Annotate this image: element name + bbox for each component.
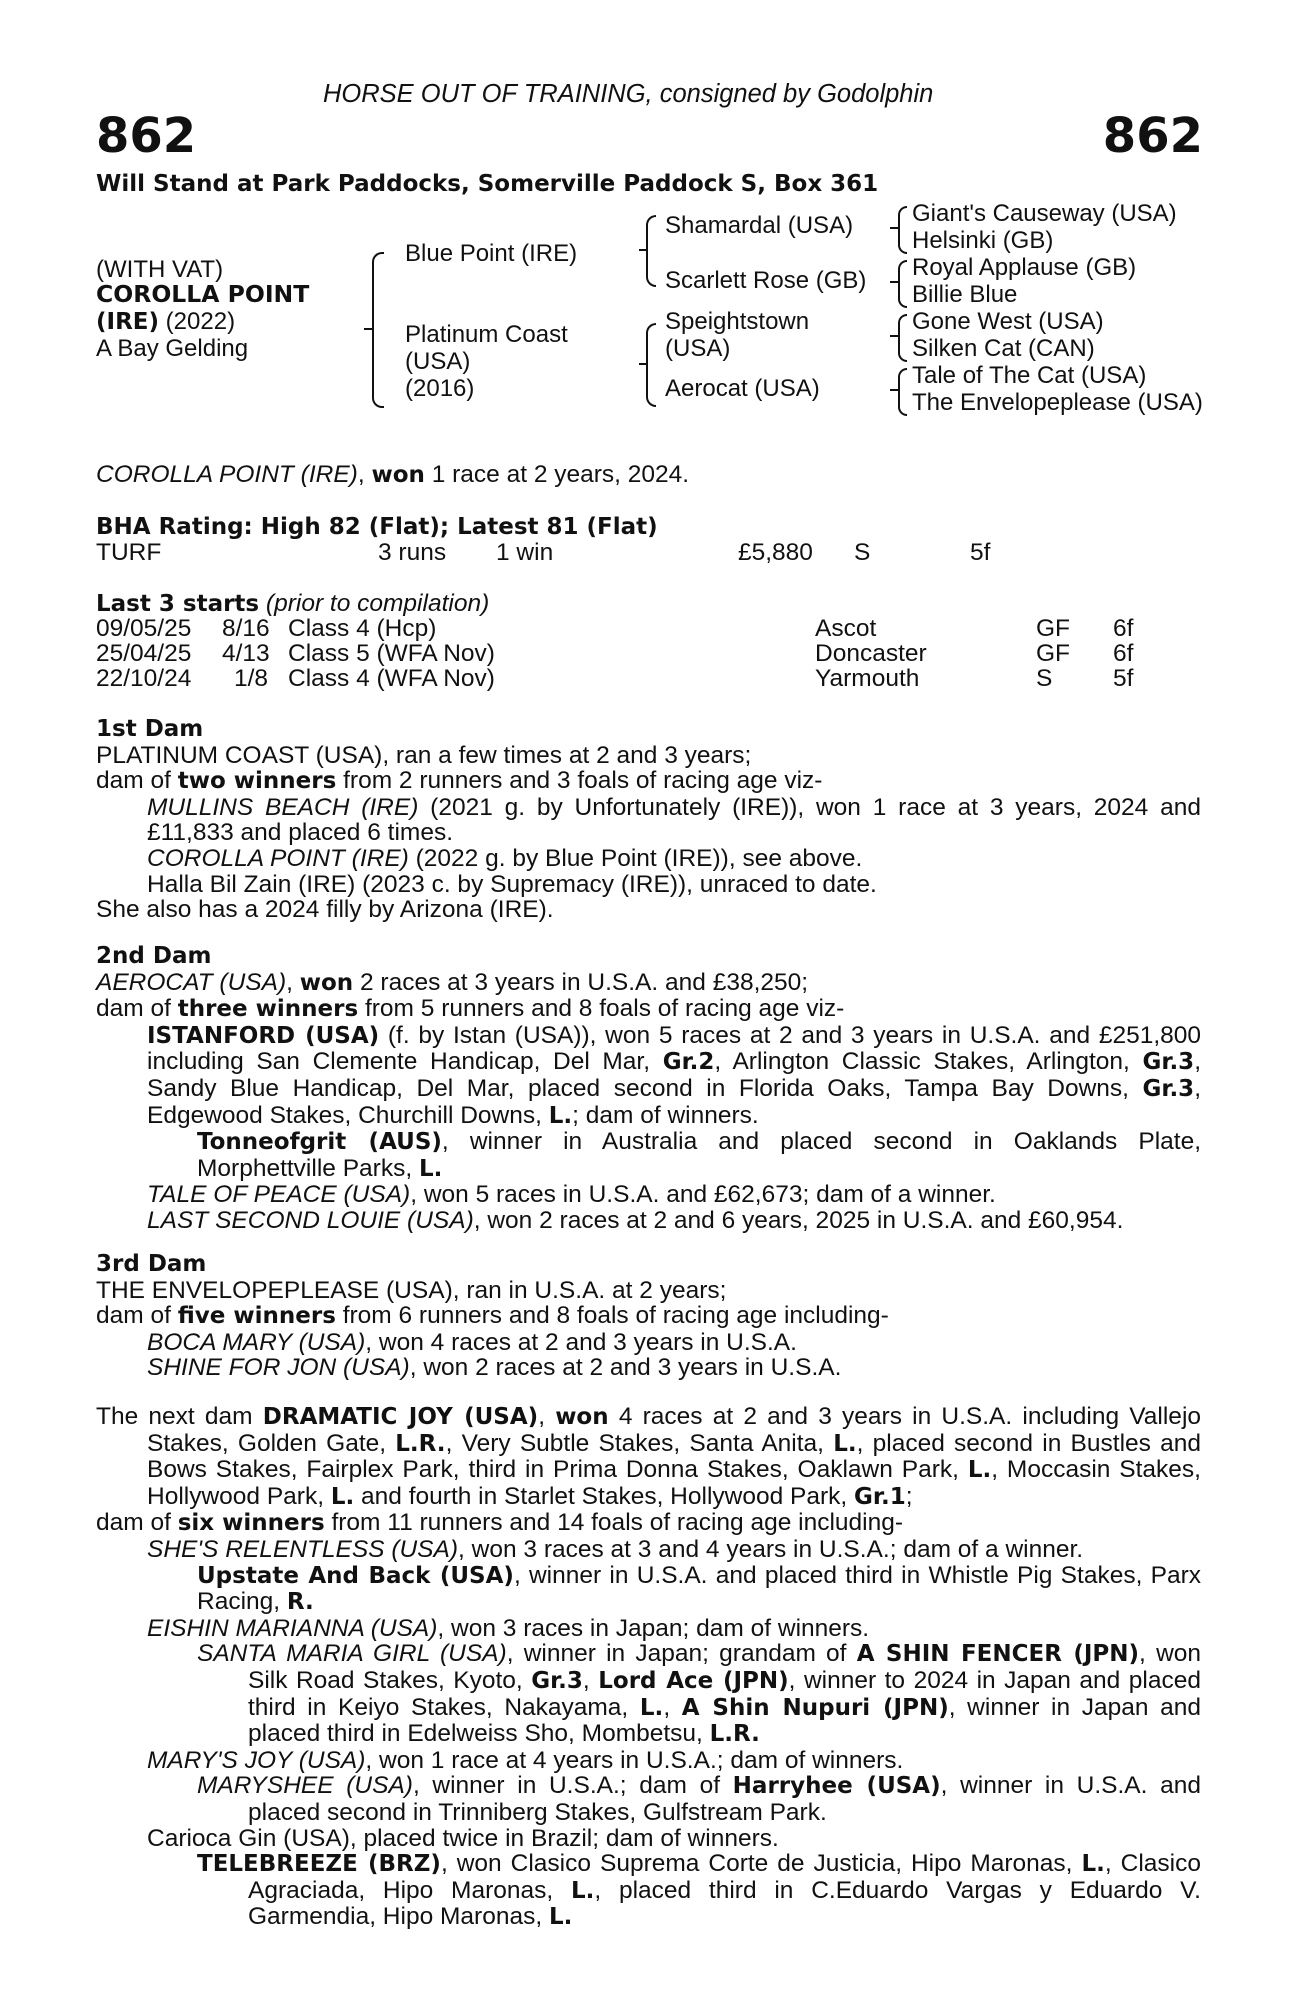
start-course: Ascot <box>815 615 877 642</box>
pedigree-dam-year: (2016) <box>405 375 475 402</box>
section-heading: 3rd Dam <box>96 1251 207 1277</box>
start-position: 8/16 <box>222 615 270 642</box>
pedigree-g8: The Envelopeplease (USA) <box>912 389 1203 416</box>
horse-description: A Bay Gelding <box>96 335 249 362</box>
produce-entry: Halla Bil Zain (IRE) (2023 c. by Supremacy (IRE)), unraced to date. <box>147 870 877 898</box>
pedigree-brace-3c <box>898 314 907 362</box>
produce-entry: SHINE FOR JON (USA), won 2 races at 2 and 3 years in U.S.A. <box>147 1354 842 1382</box>
dam-produce-summary: dam of three winners from 5 runners and 8 foals of racing age viz- <box>96 995 845 1023</box>
section-heading: 2nd Dam <box>96 943 212 969</box>
dam-produce-summary: dam of two winners from 2 runners and 3 foals of racing age viz- <box>96 767 823 795</box>
section-heading: 1st Dam <box>96 716 204 742</box>
pedigree-brace-3d <box>898 368 907 416</box>
produce-entry: MULLINS BEACH (IRE) (2021 g. by Unfortunately (IRE)), won 1 race at 3 years, 2024 and £11,833 and placed 6 times. <box>147 793 1201 847</box>
produce-entry: TALE OF PEACE (USA), won 5 races in U.S.A. and £62,673; dam of a winner. <box>147 1181 996 1209</box>
rating-runs: 3 runs <box>378 539 447 566</box>
start-class: Class 4 (Hcp) <box>288 615 437 642</box>
pedigree-g4: Billie Blue <box>912 281 1018 308</box>
dam-produce-summary: dam of five winners from 6 runners and 8 foals of racing age including- <box>96 1302 889 1330</box>
horse-name-suffix: (IRE) (2022) <box>96 308 236 335</box>
start-going: GF <box>1036 640 1071 667</box>
produce-entry: Upstate And Back (USA), winner in U.S.A. and placed third in Whistle Pig Stakes, Parx Racing, R. <box>197 1561 1201 1616</box>
pedigree-brace-2a <box>646 215 656 287</box>
pedigree-g7: Tale of The Cat (USA) <box>912 362 1147 389</box>
horse-name: COROLLA POINT <box>96 280 310 308</box>
second-dam-section <box>96 944 1201 1234</box>
produce-entry: SANTA MARIA GIRL (USA), winner in Japan; grandam of A SHIN FENCER (JPN), won Silk Road Stakes, Kyoto, Gr.3, Lord Ace (JPN), winner to 2024 in Japan and placed third in Keiyo Stakes, Nakayama, L., A Shin Nupuri (JPN), winner in Japan and placed third in Edelweiss Sho, Mombetsu, L.R. <box>197 1640 1202 1748</box>
start-class: Class 5 (WFA Nov) <box>288 640 495 667</box>
produce-entry: EISHIN MARIANNA (USA), won 3 races in Japan; dam of winners. <box>147 1614 870 1642</box>
dam-summary: AEROCAT (USA), won 2 races at 3 years in U.S.A. and £38,250; <box>96 968 809 996</box>
pedigree-g5: Gone West (USA) <box>912 308 1104 335</box>
produce-entry: LAST SECOND LOUIE (USA), won 2 races at 2 and 6 years, 2025 in U.S.A. and £60,954. <box>147 1206 1124 1234</box>
last-starts-title: Last 3 starts (prior to compilation) <box>96 590 490 617</box>
dam-summary: THE ENVELOPEPLEASE (USA), ran in U.S.A. at 2 years; <box>96 1276 727 1304</box>
pedigree-dam-origin: (USA) <box>405 348 471 375</box>
produce-entry: Tonneofgrit (AUS), winner in Australia and placed second in Oaklands Plate, Morphettville Parks, L. <box>197 1128 1202 1182</box>
rating-prize: £5,880 <box>738 539 813 566</box>
rating-wins: 1 win <box>496 539 554 566</box>
pedigree-g6: Silken Cat (CAN) <box>912 335 1095 362</box>
pedigree-sire-sire: Shamardal (USA) <box>665 212 854 239</box>
pedigree-brace-3a <box>898 206 907 254</box>
start-date: 22/10/24 <box>96 665 192 692</box>
pedigree-sire-dam: Scarlett Rose (GB) <box>665 267 867 294</box>
dam-summary: PLATINUM COAST (USA), ran a few times at 2 and 3 years; <box>96 741 752 769</box>
lot-number-left: 862 <box>96 108 197 164</box>
start-distance: 6f <box>1113 640 1134 667</box>
vat-note: (WITH VAT) <box>96 256 224 283</box>
produce-entry: SHE'S RELENTLESS (USA), won 3 races at 3 and 4 years in U.S.A.; dam of a winner. <box>147 1535 1084 1563</box>
start-distance: 6f <box>1113 615 1134 642</box>
bha-rating-title: BHA Rating: High 82 (Flat); Latest 81 (Flat) <box>96 514 658 540</box>
rating-going: S <box>854 539 871 566</box>
pedigree-dam-dam: Aerocat (USA) <box>665 375 820 402</box>
pedigree-g1: Giant's Causeway (USA) <box>912 200 1177 227</box>
stand-location: Will Stand at Park Paddocks, Somerville Paddock S, Box 361 <box>96 171 879 197</box>
produce-entry: COROLLA POINT (IRE) (2022 g. by Blue Point (IRE)), see above. <box>147 844 863 872</box>
start-position: 1/8 <box>234 665 269 692</box>
next-dam-summary: The next dam DRAMATIC JOY (USA), won 4 races at 2 and 3 years in U.S.A. including Vallejo Stakes, Golden Gate, L.R., Very Subtle Stakes, Santa Anita, L., placed second in Bustles and Bows Stakes, Fairplex Park, third in Prima Donna Stakes, Oaklawn Park, L., Moccasin Stakes, Hollywood Park, L. and fourth in Starlet Stakes, Hollywood Park, Gr.1; <box>96 1403 1202 1510</box>
pedigree-dam-sire-origin: (USA) <box>665 335 731 362</box>
pedigree-g2: Helsinki (GB) <box>912 227 1054 254</box>
produce-entry: ISTANFORD (USA) (f. by Istan (USA)), won 5 races at 2 and 3 years in U.S.A. and £251,800 including San Clemente Handicap, Del Mar, Gr.2, Arlington Classic Stakes, Arlington, Gr.3, Sandy Blue Handicap, Del Mar, placed second in Florida Oaks, Tampa Bay Downs, Gr.3, Edgewood Stakes, Churchill Downs, L.; dam of winners. <box>147 1021 1202 1129</box>
start-distance: 5f <box>1113 665 1134 692</box>
produce-entry: MARYSHEE (USA), winner in U.S.A.; dam of Harryhee (USA), winner in U.S.A. and placed second in Trinniberg Stakes, Gulfstream Park. <box>197 1772 1201 1826</box>
first-dam-section <box>96 717 1201 923</box>
start-going: S <box>1036 665 1053 692</box>
start-going: GF <box>1036 615 1071 642</box>
pedigree-brace-2b <box>646 323 656 407</box>
pedigree-sire: Blue Point (IRE) <box>405 240 578 267</box>
start-course: Yarmouth <box>815 665 920 692</box>
pedigree-brace-1 <box>372 252 384 408</box>
start-course: Doncaster <box>815 640 927 667</box>
pedigree-dam: Platinum Coast <box>405 321 568 348</box>
next-dam-section <box>96 1404 1201 1931</box>
pedigree-brace-3b <box>898 260 907 308</box>
pedigree-g3: Royal Applause (GB) <box>912 254 1137 281</box>
dam-produce-summary: dam of six winners from 11 runners and 14 foals of racing age including- <box>96 1509 904 1537</box>
start-date: 09/05/25 <box>96 615 192 642</box>
produce-entry: BOCA MARY (USA), won 4 races at 2 and 3 years in U.S.A. <box>147 1328 797 1356</box>
start-date: 25/04/25 <box>96 640 192 667</box>
lot-number-right: 862 <box>1102 108 1203 164</box>
race-record: COROLLA POINT (IRE), won 1 race at 2 years, 2024. <box>96 461 690 488</box>
rating-surface: TURF <box>96 539 162 566</box>
start-class: Class 4 (WFA Nov) <box>288 665 495 692</box>
rating-distance: 5f <box>970 539 991 566</box>
pedigree-dam-sire: Speightstown <box>665 308 810 335</box>
sale-heading: HORSE OUT OF TRAINING, consigned by Godolphin <box>323 80 934 108</box>
third-dam-section <box>96 1252 1201 1381</box>
produce-note: She also has a 2024 filly by Arizona (IRE). <box>96 896 554 924</box>
produce-entry: Carioca Gin (USA), placed twice in Brazil; dam of winners. <box>147 1824 779 1852</box>
produce-entry: MARY'S JOY (USA), won 1 race at 4 years in U.S.A.; dam of winners. <box>147 1746 904 1774</box>
start-position: 4/13 <box>222 640 270 667</box>
produce-entry: TELEBREEZE (BRZ), won Clasico Suprema Corte de Justicia, Hipo Maronas, L., Clasico Agraciada, Hipo Maronas, L., placed third in C.Eduardo Vargas y Eduardo V. Garmendia, Hipo Maronas, L. <box>197 1850 1201 1931</box>
